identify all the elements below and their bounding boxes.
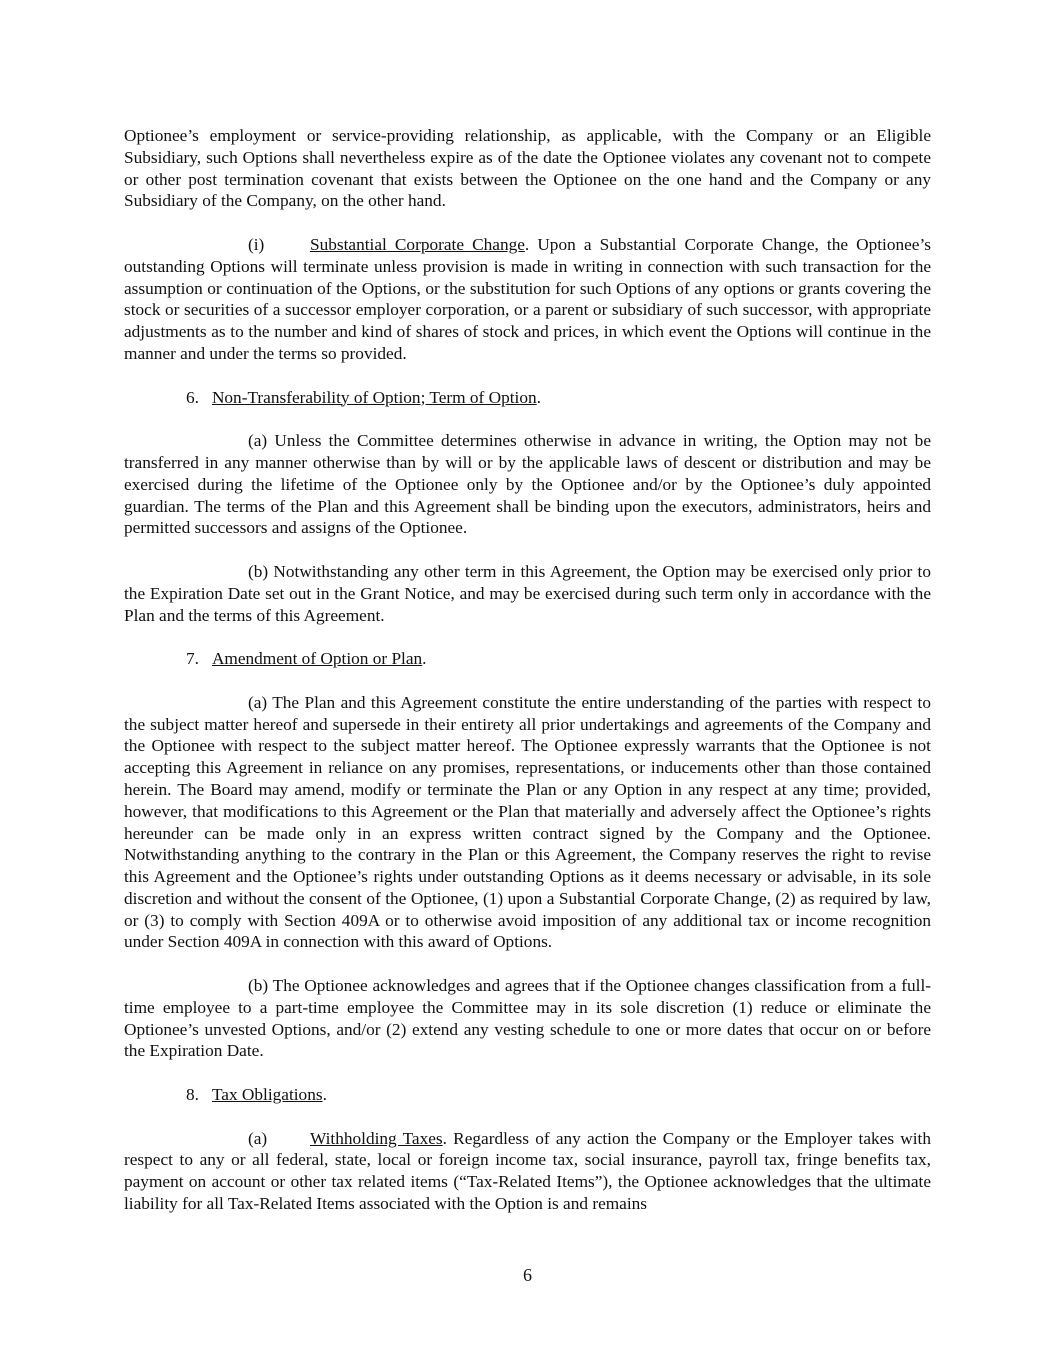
section-i-paragraph bbox=[124, 234, 931, 365]
section-i-title: Substantial Corporate Change bbox=[310, 234, 525, 254]
section-8-heading: 8. Tax Obligations. bbox=[186, 1085, 327, 1105]
section-i-label: (i) bbox=[248, 234, 265, 254]
section-7a-paragraph: (a) The Plan and this Agreement constitute the entire understanding of the parties with respect to the subject matter hereof and supersede in their entirety all prior undertakings and agreements of the Company and the Optionee with respect to the subject matter hereof. The Optionee expressly warrants that the Optionee is not accepting this Agreement in reliance on any promises, representations, or inducements other than those contained herein. The Board may amend, modify or terminate the Plan or any Option in any respect at any time; provided, however, that modifications to this Agreement or the Plan that materially and adversely affect the Optionee’s rights hereunder can be made only in an express written contract signed by the Company and the Optionee. Notwithstanding anything to the contrary in the Plan or this Agreement, the Company reserves the right to revise this Agreement and the Optionee’s rights under outstanding Options as it deems necessary or advisable, in its sole discretion and without the consent of the Optionee, (1) upon a Substantial Corporate Change, (2) as required by law, or (3) to comply with Section 409A or to otherwise avoid imposition of any additional tax or income recognition under Section 409A in connection with this award of Options. bbox=[124, 692, 931, 952]
section-8a-paragraph bbox=[124, 1128, 931, 1215]
section-6-heading: 6. Non-Transferability of Option; Term of Option. bbox=[186, 387, 541, 407]
section-8a-title: Withholding Taxes bbox=[310, 1128, 443, 1148]
section-7-heading: 7. Amendment of Option or Plan. bbox=[186, 649, 427, 669]
section-6-number: 6. bbox=[186, 387, 199, 407]
section-8a-label: (a) bbox=[248, 1128, 268, 1148]
section-6-title: Non-Transferability of Option; Term of Option bbox=[211, 387, 537, 407]
section-8a-text: . Regardless of any action the Company or the Employer takes with respect to any or all federal, state, local or foreign income tax, social insurance, payroll tax, fringe benefits tax, payment on account or other tax related items (“Tax-Related Items”), the Optionee acknowledges that the ultimate liability for all Tax-Related Items associated with the Option is and remains bbox=[124, 1128, 931, 1214]
section-8-number: 8. bbox=[186, 1085, 199, 1105]
section-8-title: Tax Obligations bbox=[211, 1085, 323, 1105]
section-7-title: Amendment of Option or Plan bbox=[211, 649, 423, 669]
page-number: 6 bbox=[523, 1265, 532, 1285]
section-7-number: 7. bbox=[186, 649, 199, 669]
section-6a-paragraph: (a) Unless the Committee determines otherwise in advance in writing, the Option may not be transferred in any manner otherwise than by will or by the applicable laws of descent or distribution and may be exercised during the lifetime of the Optionee only by the Optionee and/or by the Optionee’s duly appointed guardian. The terms of the Plan and this Agreement shall be binding upon the executors, administrators, heirs and permitted successors and assigns of the Optionee. bbox=[124, 431, 931, 538]
section-6b-paragraph: (b) Notwithstanding any other term in this Agreement, the Option may be exercised only prior to the Expiration Date set out in the Grant Notice, and may be exercised during such term only in accordance with the Plan and the terms of this Agreement. bbox=[124, 561, 931, 625]
section-i-text: . Upon a Substantial Corporate Change, the Optionee’s outstanding Options will terminate unless provision is made in writing in connection with such transaction for the assumption or continuation of the Options, or the substitution for such Options of any options or grants covering the stock or securities of a successor employer corporation, or a parent or subsidiary of such successor, with appropriate adjustments as to the number and kind of shares of stock and prices, in which event the Options will continue in the manner and under the terms so provided. bbox=[124, 234, 931, 363]
continuation-paragraph: Optionee’s employment or service-providing relationship, as applicable, with the Company or an Eligible Subsidiary, such Options shall nevertheless expire as of the date the Optionee violates any covenant not to compete or other post termination covenant that exists between the Optionee on the one hand and the Company or any Subsidiary of the Company, on the other hand. bbox=[124, 126, 931, 211]
section-7b-paragraph: (b) The Optionee acknowledges and agrees that if the Optionee changes classification from a full-time employee to a part-time employee the Committee may in its sole discretion (1) reduce or eliminate the Optionee’s unvested Options, and/or (2) extend any vesting schedule to one or more dates that occur on or before the Expiration Date. bbox=[124, 976, 931, 1061]
document-page bbox=[124, 125, 931, 1237]
